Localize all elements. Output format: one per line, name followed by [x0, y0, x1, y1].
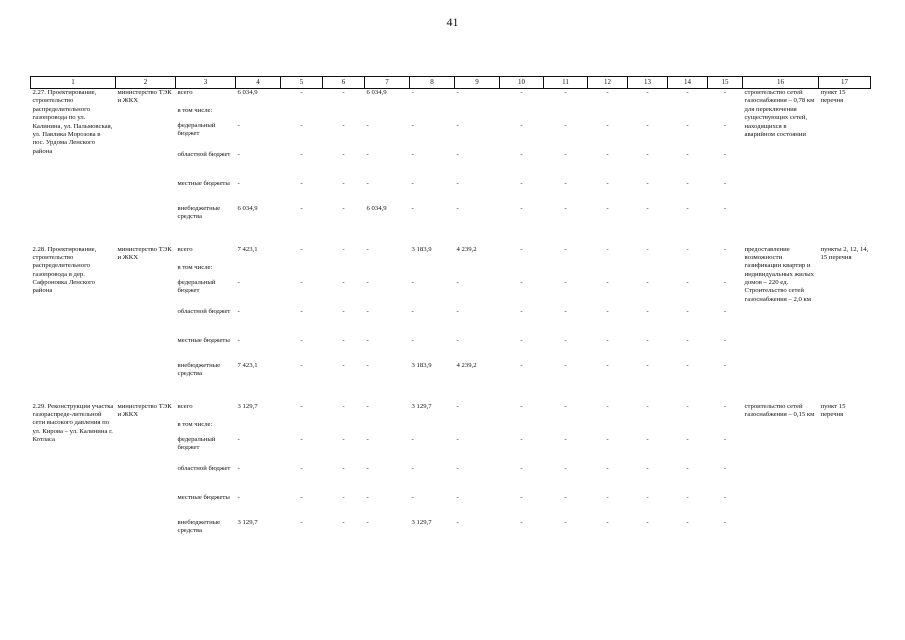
amount-cell: 4 239,2: [456, 245, 477, 253]
amount-cell: -: [646, 435, 649, 443]
funding-source: федеральный бюджет: [177, 278, 216, 294]
amount-cell: -: [646, 150, 649, 158]
amount-cell: -: [366, 307, 369, 315]
amount-cell: [281, 264, 323, 279]
amount-cell: -: [300, 89, 303, 96]
amount-cell: -: [520, 121, 523, 129]
amount-cell: -: [300, 435, 303, 443]
amount-cell: -: [564, 307, 567, 315]
amount-cell: -: [237, 278, 240, 286]
amount-cell: 6 034,9: [366, 89, 387, 96]
amount-cell: -: [686, 518, 689, 526]
amount-cell: 7 423,1: [237, 361, 258, 369]
column-numbers-row: [31, 77, 871, 89]
col-header: 7: [365, 77, 410, 89]
amount-cell: -: [686, 89, 689, 96]
funding-source: федеральный бюджет: [177, 121, 216, 137]
col-header: 15: [708, 77, 743, 89]
amount-cell: -: [606, 518, 609, 526]
amount-cell: -: [300, 245, 303, 253]
amount-cell: -: [723, 361, 727, 369]
amount-cell: -: [366, 402, 369, 410]
amount-cell: -: [366, 361, 369, 369]
amount-cell: -: [237, 307, 240, 315]
col-header: 12: [588, 77, 628, 89]
amount-cell: -: [456, 179, 459, 187]
page-number: 41: [446, 15, 459, 29]
amount-cell: -: [686, 493, 689, 501]
funding-source: местные бюджеты: [177, 179, 230, 187]
amount-cell: -: [300, 307, 303, 315]
amount-cell: [708, 107, 743, 122]
measure-title: 2.28. Проектирование, строительство распределительного газопровода в дер. Сафроновка Ленского района: [32, 245, 97, 295]
amount-cell: -: [564, 204, 567, 212]
amount-cell: 3 183,9: [411, 361, 432, 369]
amount-cell: -: [646, 204, 649, 212]
amount-cell: [668, 264, 708, 279]
amount-cell: -: [300, 361, 303, 369]
amount-cell: -: [342, 336, 345, 344]
amount-cell: -: [564, 245, 567, 253]
amount-cell: -: [300, 493, 303, 501]
spacer-cell: [31, 232, 871, 246]
amount-cell: -: [520, 435, 523, 443]
amount-cell: -: [606, 493, 609, 501]
funding-source: в том числе:: [177, 420, 213, 428]
amount-cell: 4 239,2: [456, 361, 477, 369]
amount-cell: -: [520, 493, 523, 501]
amount-cell: -: [646, 121, 649, 129]
amount-cell: -: [564, 336, 567, 344]
amount-cell: -: [456, 278, 459, 286]
amount-cell: -: [300, 518, 303, 526]
amount-cell: -: [606, 245, 609, 253]
amount-cell: -: [237, 121, 240, 129]
amount-cell: -: [456, 307, 459, 315]
spacer-cell: [31, 389, 871, 403]
amount-cell: -: [411, 464, 414, 472]
measure-title: 2.29. Реконструкция участка газораспреде-лительной сети высокого давления по ул. Кирова – ул. Калинина г. Котласа: [32, 402, 114, 443]
amount-cell: -: [606, 402, 609, 410]
executor: министерство ТЭК и ЖКХ: [117, 402, 172, 418]
amount-cell: 6 034,9: [366, 204, 387, 212]
funding-source: местные бюджеты: [177, 336, 230, 344]
amount-cell: -: [646, 336, 649, 344]
amount-cell: -: [342, 245, 345, 253]
amount-cell: 3 129,7: [237, 402, 258, 410]
amount-cell: -: [366, 435, 369, 443]
amount-cell: -: [411, 150, 414, 158]
col-header: 16: [743, 77, 819, 89]
funding-source: областной бюджет: [177, 464, 231, 472]
amount-cell: -: [646, 464, 649, 472]
amount-cell: -: [564, 361, 567, 369]
amount-cell: 6 034,9: [237, 204, 258, 212]
amount-cell: -: [520, 89, 523, 96]
amount-cell: -: [606, 361, 609, 369]
amount-cell: -: [723, 204, 727, 212]
amount-cell: -: [300, 402, 303, 410]
amount-cell: -: [520, 204, 523, 212]
amount-cell: -: [366, 245, 369, 253]
col-header: 9: [455, 77, 500, 89]
amount-cell: -: [456, 121, 459, 129]
col-header: 13: [628, 77, 668, 89]
amount-cell: -: [366, 179, 369, 187]
amount-cell: -: [564, 493, 567, 501]
amount-cell: -: [723, 278, 727, 286]
amount-cell: -: [606, 336, 609, 344]
amount-cell: -: [456, 204, 459, 212]
amount-cell: -: [646, 493, 649, 501]
amount-cell: [708, 421, 743, 436]
amount-cell: -: [342, 493, 345, 501]
funding-source: внебюджетные средства: [177, 204, 221, 220]
col-header: 1: [31, 77, 116, 89]
amount-cell: -: [366, 121, 369, 129]
col-header: 4: [236, 77, 281, 89]
amount-cell: [544, 264, 588, 279]
amount-cell: -: [564, 402, 567, 410]
amount-cell: -: [606, 464, 609, 472]
amount-cell: -: [300, 278, 303, 286]
amount-cell: -: [646, 278, 649, 286]
amount-cell: -: [520, 150, 523, 158]
amount-cell: -: [686, 435, 689, 443]
executor: министерство ТЭК и ЖКХ: [117, 245, 172, 261]
amount-cell: 6 034,9: [237, 89, 258, 96]
amount-cell: -: [342, 278, 345, 286]
col-header: 3: [176, 77, 236, 89]
funding-source: местные бюджеты: [177, 493, 230, 501]
amount-cell: -: [564, 179, 567, 187]
col-header: 11: [544, 77, 588, 89]
amount-cell: -: [342, 307, 345, 315]
amount-cell: -: [686, 402, 689, 410]
amount-cell: -: [646, 361, 649, 369]
amount-cell: -: [646, 518, 649, 526]
measure-title: 2.27. Проектирование, строительство распределительного газопровода по ул. Калинина, ул. Пальмовская, ул. Павлика Морозова в пос. Урдома Ленского района: [32, 89, 113, 155]
amount-cell: -: [723, 89, 727, 96]
amount-cell: -: [300, 464, 303, 472]
amount-cell: -: [686, 336, 689, 344]
amount-cell: [323, 107, 365, 122]
amount-cell: [588, 264, 628, 279]
amount-cell: [365, 264, 410, 279]
amount-cell: [236, 107, 281, 122]
amount-cell: -: [456, 150, 459, 158]
amount-cell: [500, 107, 544, 122]
amount-cell: -: [686, 245, 689, 253]
amount-cell: -: [411, 204, 414, 212]
amount-cell: -: [606, 204, 609, 212]
amount-cell: -: [366, 493, 369, 501]
amount-cell: -: [456, 336, 459, 344]
amount-cell: -: [366, 336, 369, 344]
amount-cell: [281, 421, 323, 436]
amount-cell: -: [723, 493, 727, 501]
amount-cell: [668, 421, 708, 436]
amount-cell: -: [300, 204, 303, 212]
amount-cell: [455, 107, 500, 122]
section-spacer: [31, 389, 871, 403]
amount-cell: -: [237, 179, 240, 187]
table-row: [31, 246, 871, 264]
amount-cell: [628, 107, 668, 122]
amount-cell: -: [366, 278, 369, 286]
amount-cell: -: [686, 150, 689, 158]
amount-cell: -: [520, 464, 523, 472]
amount-cell: -: [342, 361, 345, 369]
amount-cell: -: [723, 435, 727, 443]
amount-cell: [410, 264, 455, 279]
amount-cell: -: [520, 179, 523, 187]
amount-cell: -: [606, 121, 609, 129]
amount-cell: -: [564, 121, 567, 129]
amount-cell: [323, 264, 365, 279]
table-body: [31, 89, 871, 546]
amount-cell: -: [411, 89, 414, 96]
amount-cell: [365, 421, 410, 436]
amount-cell: -: [686, 179, 689, 187]
expected-result: строительство сетей газоснабжения – 0,15 км: [744, 402, 815, 418]
amount-cell: -: [237, 464, 240, 472]
amount-cell: -: [300, 336, 303, 344]
funding-source: областной бюджет: [177, 150, 231, 158]
col-header: 5: [281, 77, 323, 89]
section-spacer: [31, 232, 871, 246]
amount-cell: -: [520, 245, 523, 253]
amount-cell: -: [411, 493, 414, 501]
amount-cell: [236, 421, 281, 436]
expected-result: строительство сетей газоснабжения – 0,78 км для переключения существующих сетей, находящихся в аварийном состоянии: [744, 89, 815, 138]
amount-cell: -: [646, 89, 649, 96]
amount-cell: -: [520, 278, 523, 286]
col-header: 8: [410, 77, 455, 89]
amount-cell: [628, 264, 668, 279]
amount-cell: -: [520, 402, 523, 410]
amount-cell: -: [411, 307, 414, 315]
funding-source: внебюджетные средства: [177, 361, 221, 377]
amount-cell: -: [411, 336, 414, 344]
amount-cell: -: [646, 402, 649, 410]
amount-cell: -: [520, 336, 523, 344]
amount-cell: [455, 421, 500, 436]
amount-cell: -: [723, 464, 727, 472]
amount-cell: [708, 264, 743, 279]
table-row: [31, 403, 871, 421]
amount-cell: -: [300, 179, 303, 187]
amount-cell: -: [686, 307, 689, 315]
amount-cell: -: [564, 278, 567, 286]
amount-cell: 3 183,9: [411, 245, 432, 253]
indicator-reference: пункт 15 перечня: [820, 89, 846, 105]
amount-cell: -: [606, 179, 609, 187]
amount-cell: -: [366, 464, 369, 472]
col-header: 10: [500, 77, 544, 89]
amount-cell: -: [564, 435, 567, 443]
amount-cell: -: [723, 336, 727, 344]
funding-source: федеральный бюджет: [177, 435, 216, 451]
amount-cell: [500, 421, 544, 436]
amount-cell: -: [686, 361, 689, 369]
amount-cell: [455, 264, 500, 279]
col-header: 6: [323, 77, 365, 89]
funding-source: внебюджетные средства: [177, 518, 221, 534]
amount-cell: [410, 107, 455, 122]
amount-cell: -: [606, 278, 609, 286]
funding-source: областной бюджет: [177, 307, 231, 315]
amount-cell: -: [646, 307, 649, 315]
amount-cell: -: [237, 435, 240, 443]
funding-source: в том числе:: [177, 263, 213, 271]
amount-cell: -: [366, 518, 369, 526]
amount-cell: 3 129,7: [411, 518, 432, 526]
amount-cell: -: [723, 402, 727, 410]
amount-cell: -: [646, 179, 649, 187]
amount-cell: -: [300, 121, 303, 129]
amount-cell: -: [686, 121, 689, 129]
col-header: 2: [116, 77, 176, 89]
amount-cell: -: [520, 518, 523, 526]
amount-cell: -: [237, 493, 240, 501]
amount-cell: -: [411, 435, 414, 443]
amount-cell: -: [606, 89, 609, 96]
amount-cell: -: [456, 435, 459, 443]
amount-cell: [410, 421, 455, 436]
amount-cell: -: [342, 518, 345, 526]
amount-cell: -: [342, 150, 345, 158]
funding-source: всего: [177, 402, 193, 410]
amount-cell: -: [456, 402, 459, 410]
amount-cell: -: [723, 307, 727, 315]
amount-cell: -: [606, 307, 609, 315]
amount-cell: -: [564, 464, 567, 472]
table-row: [31, 89, 871, 107]
amount-cell: -: [342, 402, 345, 410]
amount-cell: -: [564, 518, 567, 526]
funding-source: всего: [177, 245, 193, 253]
amount-cell: -: [342, 204, 345, 212]
amount-cell: -: [411, 121, 414, 129]
program-table: [30, 76, 871, 546]
amount-cell: -: [686, 464, 689, 472]
amount-cell: -: [564, 150, 567, 158]
amount-cell: -: [342, 464, 345, 472]
amount-cell: [588, 107, 628, 122]
amount-cell: -: [723, 121, 727, 129]
amount-cell: 3 129,7: [237, 518, 258, 526]
amount-cell: -: [723, 150, 727, 158]
amount-cell: -: [520, 307, 523, 315]
amount-cell: -: [646, 245, 649, 253]
amount-cell: -: [237, 150, 240, 158]
amount-cell: -: [686, 278, 689, 286]
amount-cell: [628, 421, 668, 436]
amount-cell: -: [564, 89, 567, 96]
amount-cell: -: [342, 89, 345, 96]
col-header: 14: [668, 77, 708, 89]
amount-cell: [668, 107, 708, 122]
amount-cell: -: [723, 245, 727, 253]
col-header: 17: [819, 77, 871, 89]
amount-cell: -: [366, 150, 369, 158]
amount-cell: -: [342, 435, 345, 443]
amount-cell: -: [456, 518, 459, 526]
amount-cell: [236, 264, 281, 279]
amount-cell: -: [411, 278, 414, 286]
indicator-reference: пункты 2, 12, 14, 15 перечня: [820, 245, 869, 261]
amount-cell: -: [606, 150, 609, 158]
amount-cell: -: [342, 121, 345, 129]
amount-cell: -: [686, 204, 689, 212]
executor: министерство ТЭК и ЖКХ: [117, 89, 172, 105]
amount-cell: -: [300, 150, 303, 158]
amount-cell: -: [520, 361, 523, 369]
amount-cell: -: [411, 179, 414, 187]
amount-cell: -: [606, 435, 609, 443]
amount-cell: [500, 264, 544, 279]
amount-cell: [365, 107, 410, 122]
amount-cell: -: [723, 179, 727, 187]
amount-cell: -: [456, 493, 459, 501]
amount-cell: [544, 421, 588, 436]
amount-cell: -: [723, 518, 727, 526]
amount-cell: -: [456, 89, 459, 96]
amount-cell: [544, 107, 588, 122]
amount-cell: -: [342, 179, 345, 187]
amount-cell: [281, 107, 323, 122]
funding-source: всего: [177, 89, 193, 96]
amount-cell: 3 129,7: [411, 402, 432, 410]
amount-cell: [323, 421, 365, 436]
indicator-reference: пункт 15 перечня: [820, 402, 846, 418]
expected-result: предоставление возможности газификации квартир и индивидуальных жилых домов – 220 ед. Строительство сетей газоснабжения – 2,0 км: [744, 245, 814, 303]
amount-cell: [588, 421, 628, 436]
amount-cell: 7 423,1: [237, 245, 258, 253]
amount-cell: -: [237, 336, 240, 344]
amount-cell: -: [456, 464, 459, 472]
funding-source: в том числе:: [177, 106, 213, 114]
